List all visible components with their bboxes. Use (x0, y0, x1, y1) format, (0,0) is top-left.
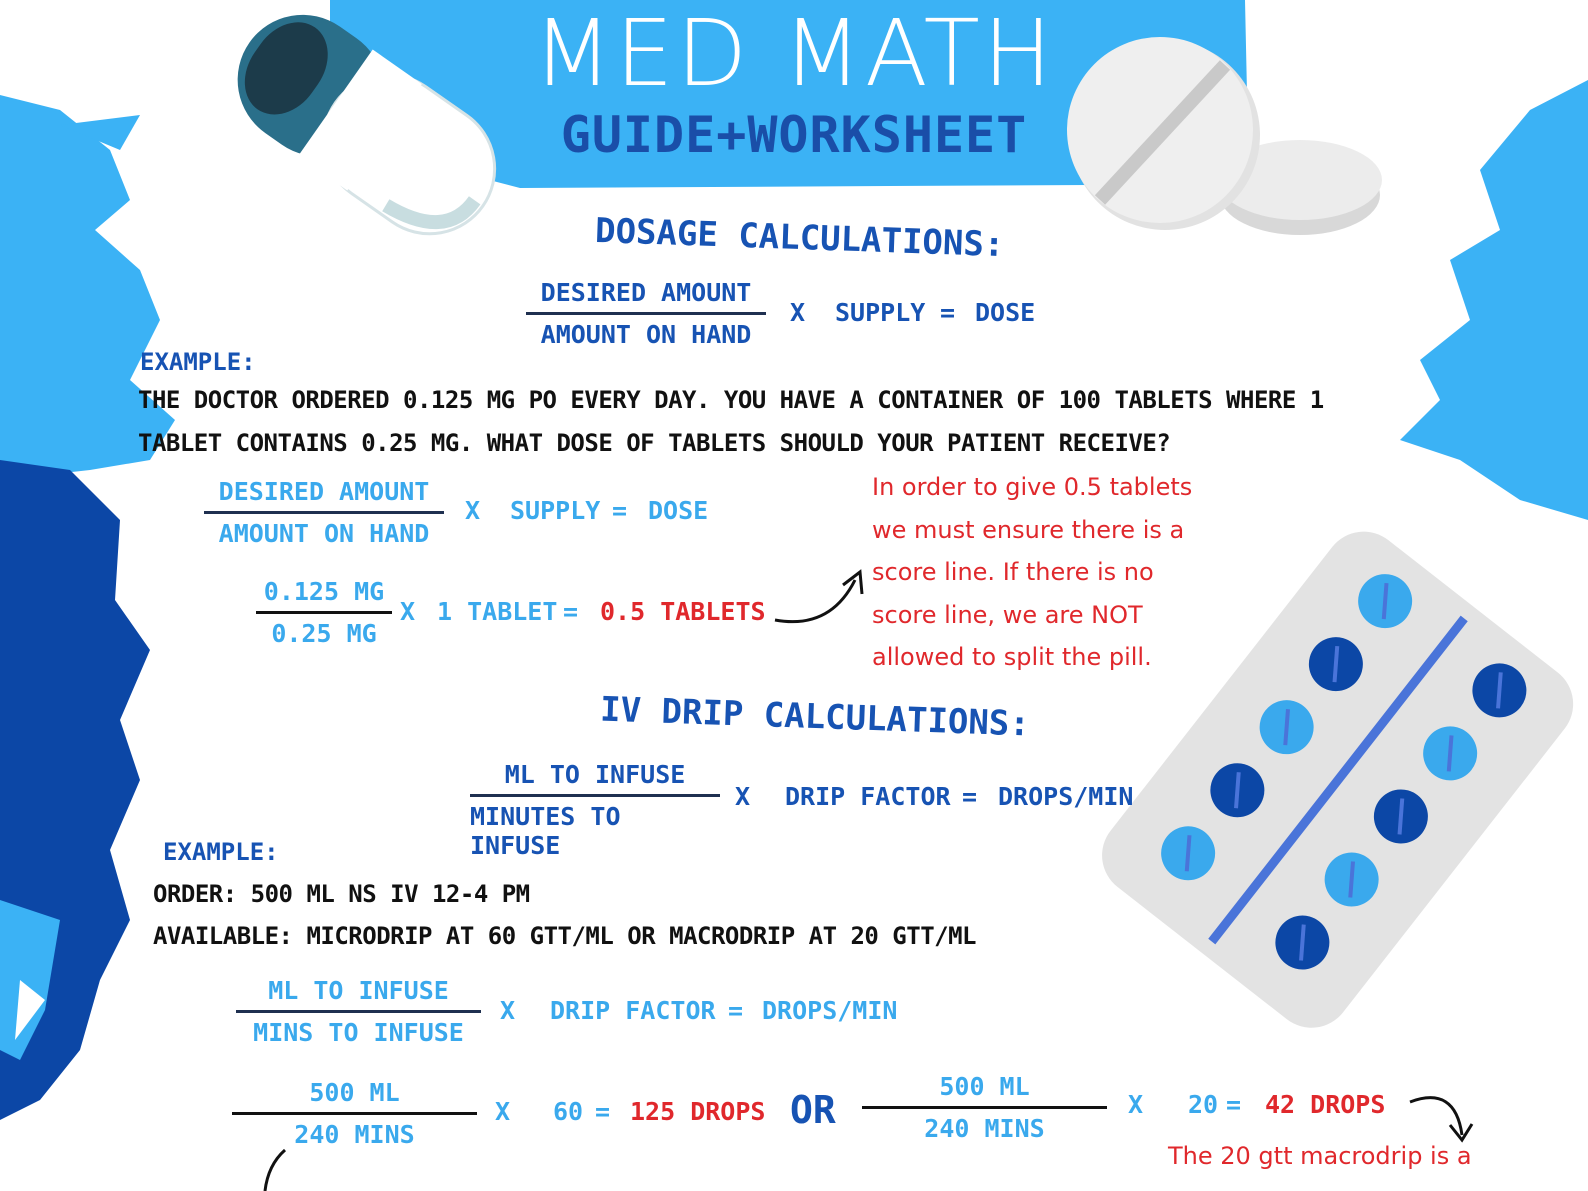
factor-value: 60 (553, 1097, 584, 1126)
drops-per-min-label: DROPS/MIN (762, 996, 898, 1025)
dose-label: DOSE (648, 496, 709, 525)
calc-a-fraction (232, 1078, 477, 1149)
times-sign: X (1128, 1090, 1144, 1119)
macrodrip-note: The 20 gtt macrodrip is a (1168, 1142, 1472, 1170)
supply-label: SUPPLY (510, 496, 601, 525)
fraction-numerator: ML TO INFUSE (268, 976, 449, 1005)
iv-heading: IV DRIP CALCULATIONS: (599, 689, 1031, 745)
score-line-note (872, 466, 1217, 679)
fraction-denominator: AMOUNT ON HAND (540, 320, 752, 349)
fraction-denominator: AMOUNT ON HAND (218, 519, 430, 548)
page-subtitle: GUIDE+WORKSHEET (560, 106, 1028, 164)
dosage-example-line2: TABLET CONTAINS 0.25 MG. WHAT DOSE OF TABLETS SHOULD YOUR PATIENT RECEIVE? (138, 429, 1171, 457)
times-sign: X (790, 298, 806, 327)
arrow-to-note (775, 580, 855, 622)
equals-sign: = (940, 298, 956, 327)
fraction-denominator: MINS TO INFUSE (253, 1018, 464, 1047)
times-sign: X (400, 597, 416, 626)
iv-worked-formula-fraction (236, 976, 481, 1047)
calc-b-fraction (862, 1072, 1107, 1143)
drip-factor-label: DRIP FACTOR (785, 782, 951, 811)
dosage-formula-fraction (526, 278, 766, 349)
fraction-numerator: 500 ML (939, 1072, 1030, 1101)
equals-sign: = (612, 496, 628, 525)
times-sign: X (735, 782, 751, 811)
factor-value: 20 (1188, 1090, 1219, 1119)
page-title: MED MATH (532, 0, 1056, 107)
fraction-numerator: 0.125 MG (263, 577, 385, 606)
equals-sign: = (962, 782, 978, 811)
worked-values-fraction (256, 577, 392, 648)
note-line: score line. If there is no (872, 558, 1154, 586)
worked-formula-fraction (204, 477, 444, 548)
times-sign: X (500, 996, 516, 1025)
equals-sign: = (563, 597, 579, 626)
fraction-denominator: MINUTES TO INFUSE (470, 802, 621, 860)
dose-label: DOSE (975, 298, 1036, 327)
supply-value: 1 TABLET (437, 597, 558, 626)
drops-per-min-label: DROPS/MIN (998, 782, 1134, 811)
fraction-numerator: ML TO INFUSE (504, 760, 686, 789)
dosage-heading: DOSAGE CALCULATIONS: (594, 210, 1005, 266)
iv-available: AVAILABLE: MICRODRIP AT 60 GTT/ML OR MACRODRIP AT 20 GTT/ML (153, 922, 977, 950)
drip-factor-label: DRIP FACTOR (550, 996, 716, 1025)
fraction-numerator: DESIRED AMOUNT (540, 278, 752, 307)
equals-sign: = (595, 1097, 611, 1126)
calc-a-result: 125 DROPS (630, 1097, 766, 1126)
fraction-denominator: 240 MINS (294, 1120, 415, 1149)
iv-example-label: EXAMPLE: (163, 838, 279, 866)
dosage-example-line1: THE DOCTOR ORDERED 0.125 MG PO EVERY DAY. YOU HAVE A CONTAINER OF 100 TABLETS WHERE 1 (138, 386, 1324, 414)
iv-order: ORDER: 500 ML NS IV 12-4 PM (153, 880, 530, 908)
fraction-numerator: 500 ML (309, 1078, 400, 1107)
times-sign: X (465, 496, 481, 525)
note-line: allowed to split the pill. (872, 643, 1152, 671)
arrow-bottom-left (265, 1150, 285, 1191)
times-sign: X (495, 1097, 511, 1126)
fraction-denominator: 240 MINS (924, 1114, 1045, 1143)
fraction-numerator: DESIRED AMOUNT (218, 477, 430, 506)
dose-result: 0.5 TABLETS (600, 597, 766, 626)
note-line: In order to give 0.5 tablets (872, 473, 1193, 501)
equals-sign: = (1226, 1090, 1242, 1119)
or-separator: OR (790, 1088, 836, 1132)
supply-label: SUPPLY (835, 298, 926, 327)
fraction-denominator: 0.25 MG (271, 619, 377, 648)
calc-b-result: 42 DROPS (1265, 1090, 1386, 1119)
dosage-example-label: EXAMPLE: (140, 348, 256, 376)
iv-formula-fraction (470, 760, 720, 860)
note-line: we must ensure there is a (872, 515, 1185, 544)
note-line: score line, we are NOT (872, 600, 1143, 629)
equals-sign: = (728, 996, 744, 1025)
